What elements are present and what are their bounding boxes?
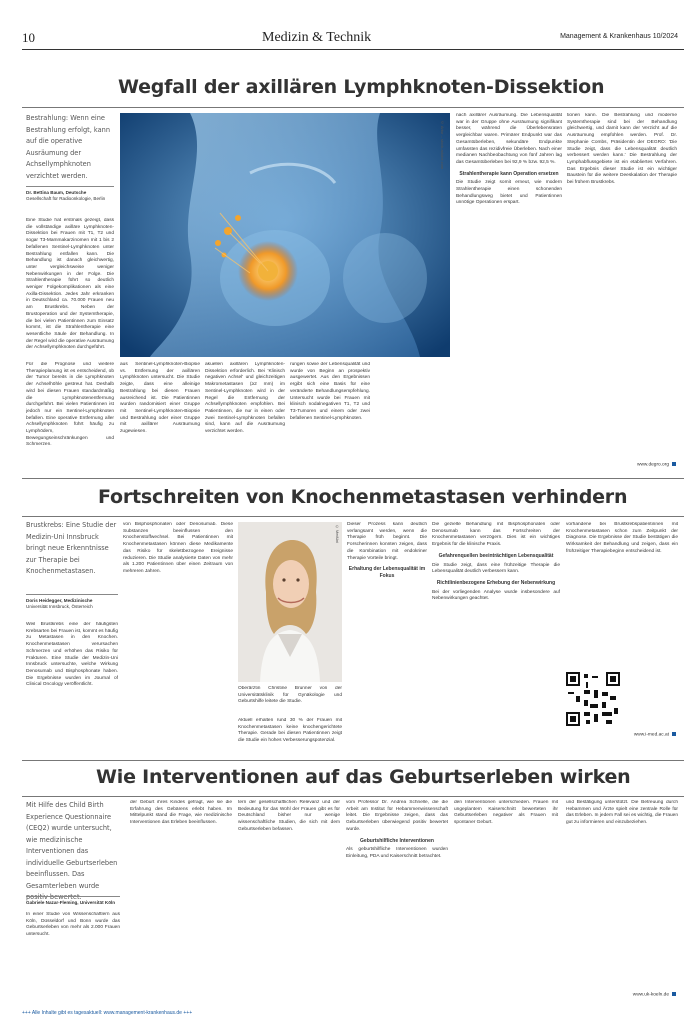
article-column — [238, 800, 340, 1004]
article-subheading: Geburtshilfliche Interventionen — [360, 837, 434, 844]
article-subheading: Strahlentherapie kann Operation ersetzen — [459, 170, 559, 177]
article-column — [26, 622, 118, 758]
qr-code-graphic — [566, 672, 620, 726]
end-marker-icon — [672, 992, 676, 996]
article-paragraph: von Bisphosphonaten oder Denosumab. Diese Substanzen beeinflussen den Knochenstoffwechsel. Bei Patientinnen mit Knochenmetastasen können diese Medikamente das Risiko für skelettbezogene Ereignisse reduzieren. Die Studie analysierte Daten von mehr als 1.200 Patientinnen über einen Zeitraum von mehreren Jahren. — [123, 522, 233, 574]
source-link[interactable]: www.degro.org — [637, 462, 669, 468]
article-paragraph: tern der gesellschaftlichen Relevanz und der Bedeutung für das Wohl der Frauen gibt es für Deutschland bisher nur wenige wissenschaftliche Studien, die sich mit dem Geburtserleben befassen. — [238, 800, 340, 832]
article-paragraph: vorhandene bei Brustkrebspatientinnen mit Knochenmetastasen schon zum Zeitpunkt der Diagnose. Die Ergebnisse der Studie bestätigen die Wirksamkeit der Behandlung und zeigen, dass ein frühzeitiger Therapiebeginn entscheidend ist. — [566, 522, 678, 554]
article-column — [26, 362, 114, 472]
medical-illustration — [120, 113, 450, 357]
article-column — [238, 718, 342, 758]
section-title: Medizin & Technik — [262, 30, 372, 45]
article-subheading: Richtlinienbezogene Erhebung der Nebenwirkung — [436, 579, 556, 586]
article-paragraph: rungen sowie der Lebensqualität und wurde von Beginn an prospektiv ausgewertet. Aus den Ergebnissen ergibt sich eine Basis für eine veränderte Behandlungsempfehlung. Untersucht wurde bei Frauen mit klinisch nodalnegativen T1, T2 und T3-Tumoren und einem oder zwei befallenen Sentinel-Lymphknoten. — [290, 362, 370, 421]
footer-link[interactable]: +++ Alle Inhalte gibt es tagesaktuell: www.management-krankenhaus.de +++ — [22, 1010, 193, 1016]
article-paragraph: Als geburtshilfliche Interventionen wurden Einleitung, PDA und Kaiserschnitt betrachtet. — [346, 847, 448, 859]
article-column — [454, 800, 558, 1004]
article-paragraph: der Geburt ihres Kindes gefragt, wie sie die Erfahrung des Gebärens erlebt haben. Im Mittelpunkt stand die Frage, wie medizinische Interventionen das Erleben beeinflussen. — [130, 800, 232, 826]
author-name: Gabriele Nazar-Fleming, Universität Köln — [26, 900, 116, 905]
article-paragraph: aus Sentinel-Lymphknoten-Biopsie vs. Entfernung der axillären Lymphknoten untersucht. Die Studie zeigte, dass eine alleinige Bestrahlung bei diesen Frauen ausreichend ist. Die Patientinnen wurden randomisiert einer Gruppe mit Sentinel-Lymphknoten-Biopsie und Bestrahlung oder einer Gruppe mit axillärer Ausräumung zugewiesen. — [120, 362, 200, 435]
article-paragraph: Aktuell erhalten rund 30 % der Frauen mit Knochenmetastasen keine knochengerichtete Therapie. Gerade bei diesen Patientinnen zeigt die Studie ein hohes Verbesserungspotenzial. — [238, 718, 342, 744]
article-column — [456, 113, 562, 473]
article-column — [566, 522, 678, 672]
article-title: Wie Interventionen auf das Geburtserleben wirken — [96, 766, 631, 788]
article-column — [566, 800, 678, 990]
image-credit: © Artur – stock.adobe.com — [440, 120, 445, 170]
article-paragraph: Die gezielte Behandlung mit Bisphosphonaten oder Denosumab kann das Fortschreiten der Knochenmetastasen verzögern. Dies ist ein wichtiges Ergebnis für die klinische Praxis. — [432, 522, 560, 548]
article-paragraph: vom Professor Dr. Andrea Schnelle, die die Arbeit am Institut für Hebammenwissenschaft leitet. Die Ergebnisse zeigen, dass das Geburtserleben überwiegend positiv bewertet wurde. — [346, 800, 448, 832]
header-rule — [22, 49, 684, 50]
article-column — [120, 362, 200, 472]
author-org: Universität Innsbruck, Österreich — [26, 604, 93, 609]
divider — [22, 760, 684, 761]
article-paragraph: In einer Studie von Wissenschaftlern aus Köln, Düsseldorf und Bonn wurde das Geburtserleben von mehr als 2.000 Frauen untersucht. — [26, 912, 120, 938]
article-column — [205, 362, 285, 472]
article-column — [290, 362, 370, 472]
article-title: Wegfall der axillären Lymphknoten-Dissektion — [118, 76, 605, 98]
article-column — [26, 912, 120, 1004]
article-teaser: Mit Hilfe des Child Birth Experience Questionnaire (CEQ2) wurde untersucht, wie medizinische Interventionen das individuelle Geburtserleben beeinflussen. Das Gesamterleben wurde positiv bewertet. — [26, 801, 118, 901]
article-column — [26, 218, 114, 358]
photo-caption: Oberärztin Christine Brunner von der Universitätsklinik für Gynäkologie und Geburtshilfe leitete die Studie. — [238, 686, 342, 705]
article-paragraph: nach axillärer Ausräumung. Die Lebensqualität war in der Gruppe ohne Ausräumung signifikant besser, während die Überlebensraten vergleichbar waren. Primärer Endpunkt war das Gesamtüberleben, sekundäre Endpunkte umfassten das rezidivfreie Überleben. Nach einer medianen Nachbeobachtung von fünf Jahren lag das Gesamtüberleben bei 92,9 % bzw. 92,5 %. — [456, 113, 562, 165]
breast-illustration-image — [120, 113, 450, 357]
divider — [22, 796, 684, 797]
article-title: Fortschreiten von Knochenmetastasen verhindern — [98, 486, 628, 508]
article-column — [346, 800, 448, 1004]
portrait-photo — [238, 522, 342, 682]
article-paragraph: den Interventionen unterschieden. Frauen mit ungeplantem Kaiserschnitt bewerteten ihr Geburtserleben negativer als Frauen mit spontaner Geburt. — [454, 800, 558, 826]
qr-code-icon[interactable] — [566, 672, 620, 726]
article-column — [432, 522, 560, 758]
source-link[interactable]: www.uk-koeln.de — [632, 992, 669, 998]
article-paragraph: Weil Brustkrebs eine der häufigsten Krebsarten bei Frauen ist, kommt es häufig zu Metastasen in den Knochen. Knochenmetastasen verursachen Schmerzen und erhöhen das Risiko für Frakturen. Eine Studie der Medizin-Uni Innsbruck untersuchte, welche Wirkung Denosumab und Bisphosphonate haben. Die Ergebnisse wurden im Journal of Clinical Oncology veröffentlicht. — [26, 622, 118, 688]
article-author — [26, 896, 120, 906]
author-name: Dr. Bettina Baum, Deutsche — [26, 190, 87, 195]
publication-name: Management & Krankenhaus 10/2024 — [560, 33, 678, 40]
divider — [22, 107, 684, 108]
article-author — [26, 186, 114, 202]
article-paragraph: Dieser Prozess kann deutlich verlangsamt werden, wenn die Therapie früh beginnt. Die Forscherinnen konnten zeigen, dass die Kombination mit endokriner Therapie Vorteile bringt. — [347, 522, 427, 561]
article-paragraph: Für die Prognose und weitere Therapieplanung ist es entscheidend, ob der Tumor bereits in die Lymphknoten der Achselhöhle gestreut hat. Deshalb wird bei diesen Frauen standardmäßig die Lymphknotenentfernung durchgeführt. Bei vielen Patientinnen ist jedoch nur ein Sentinel-Lymphknoten befallen. Eine operative Entfernung aller Achsellymphknoten führt häufig zu Lymphödem, Bewegungseinschränkungen und Schmerzen. — [26, 362, 114, 448]
article-author — [26, 594, 118, 610]
article-paragraph: Die Studie zeigt somit erneut, wie modern Strahlentherapie einen schonenden Behandlungsweg bietet und Patientinnen unnötige Operationen erspart. — [456, 180, 562, 206]
portrait-image — [238, 522, 342, 682]
article-paragraph: Bei der vorliegenden Analyse wurde insbesondere auf Nebenwirkungen geachtet. — [432, 589, 560, 602]
source-link[interactable]: www.i-med.ac.at — [633, 732, 669, 738]
divider — [22, 478, 684, 479]
author-name: Doris Heidegger, Medizinische — [26, 598, 93, 603]
author-org: Gesellschaft für Radioonkologie, Berlin — [26, 196, 106, 201]
article-subheading: Gefahrenquellen beeinträchtigen Lebensqualität — [438, 552, 554, 559]
article-column — [347, 522, 427, 758]
article-column — [567, 113, 677, 423]
article-column — [130, 800, 232, 1004]
article-paragraph: und Bestätigung unterstützt. Die Betreuung durch Hebammen und Ärzte spielt eine zentrale Rolle für das Erleben. In jedem Fall sei es wichtig, die Frauen gut zu informieren und einzubeziehen. — [566, 800, 678, 826]
page-header — [22, 30, 682, 48]
article-column — [123, 522, 233, 758]
divider — [22, 516, 684, 517]
article-paragraph: tionen kann. Die Bestrahlung und moderne Systemtherapie sind bei der Behandlung gleichwertig, und damit kann der Verzicht auf die Ausräumung empfohlen werden. Prof. Dr. Stephanie Combs, Präsidentin der DEGRO: 'Die Studie zeigt, dass die Lebensqualität deutlich verbessert werden kann.' Die Bestrahlung der Lymphabflussgebiete ist ein etabliertes Verfahren. Das Ergebnis dieser Studie ist ein wichtiger Baustein für die weitere Deeskalation der Therapie bei frühem Brustkrebs. — [567, 113, 677, 186]
article-source — [580, 732, 676, 737]
article-subheading: Erhaltung der Lebensqualität im Fokus — [348, 566, 426, 579]
end-marker-icon — [672, 462, 676, 466]
end-marker-icon — [672, 732, 676, 736]
page-number: 10 — [22, 30, 35, 45]
article-teaser: Brustkrebs: Eine Studie der Medizin-Uni Innsbruck bringt neue Erkenntnisse zur Therapie bei Knochenmetastasen. — [26, 521, 117, 575]
article-source — [580, 992, 676, 997]
photo-credit: © MedUni — [335, 525, 339, 544]
article-paragraph: Die Studie zeigt, dass eine frühzeitige Therapie die Lebensqualität deutlich verbessern kann. — [432, 562, 560, 575]
article-paragraph: Eine Studie hat erstmals gezeigt, dass die vollständige axilläre Lymphknoten-Dissektion bei Frauen mit T1, T2 und sogar T3-Mammakarzinomen mit 1 bis 2 befallenen Sentinel-Lymphknoten unter Bestrahlung entfallen kann. Die Behandlung ist danach gleichwertig, unter vergleichsweise weniger Nebenwirkungen in der Folge. Die Strahlentherapie führt so deutlich weniger Folgekomplikationen als eine Axilla-Dissektion. Jedes Jahr erkranken in Deutschland ca. 70.000 Frauen neu am Brustkrebs. Neben der Brustoperation und der Systemtherapie, die bei vielen Patientinnen zum Einsatz kommt, ist die Strahlentherapie eine wesentliche Säule der Behandlung. In der Regel wird die operative Ausräumung der Achsellymphknoten durchgeführt. — [26, 218, 114, 351]
article-source — [580, 462, 676, 467]
article-paragraph: akuellen axillären Lymphknoten-Dissektion erforderlich. Bei 'Klinisch negativen Achsel' und gleichzeitigen Makrometastasen (≥2 mm) im Sentinel-Lymphknoten wird in der Regel die Entfernung der Achsellymphknoten empfohlen. Bei Patientinnen, die nur in einen oder zwei Sentinel-Lymphknoten befallen sind, kann auf die Ausräumung verzichtet werden. — [205, 362, 285, 435]
article-teaser: Bestrahlung: Wenn eine Bestrahlung erfolgt, kann auf die operative Ausräumung der Achsellymphknoten verzichtet werden. — [26, 114, 111, 180]
